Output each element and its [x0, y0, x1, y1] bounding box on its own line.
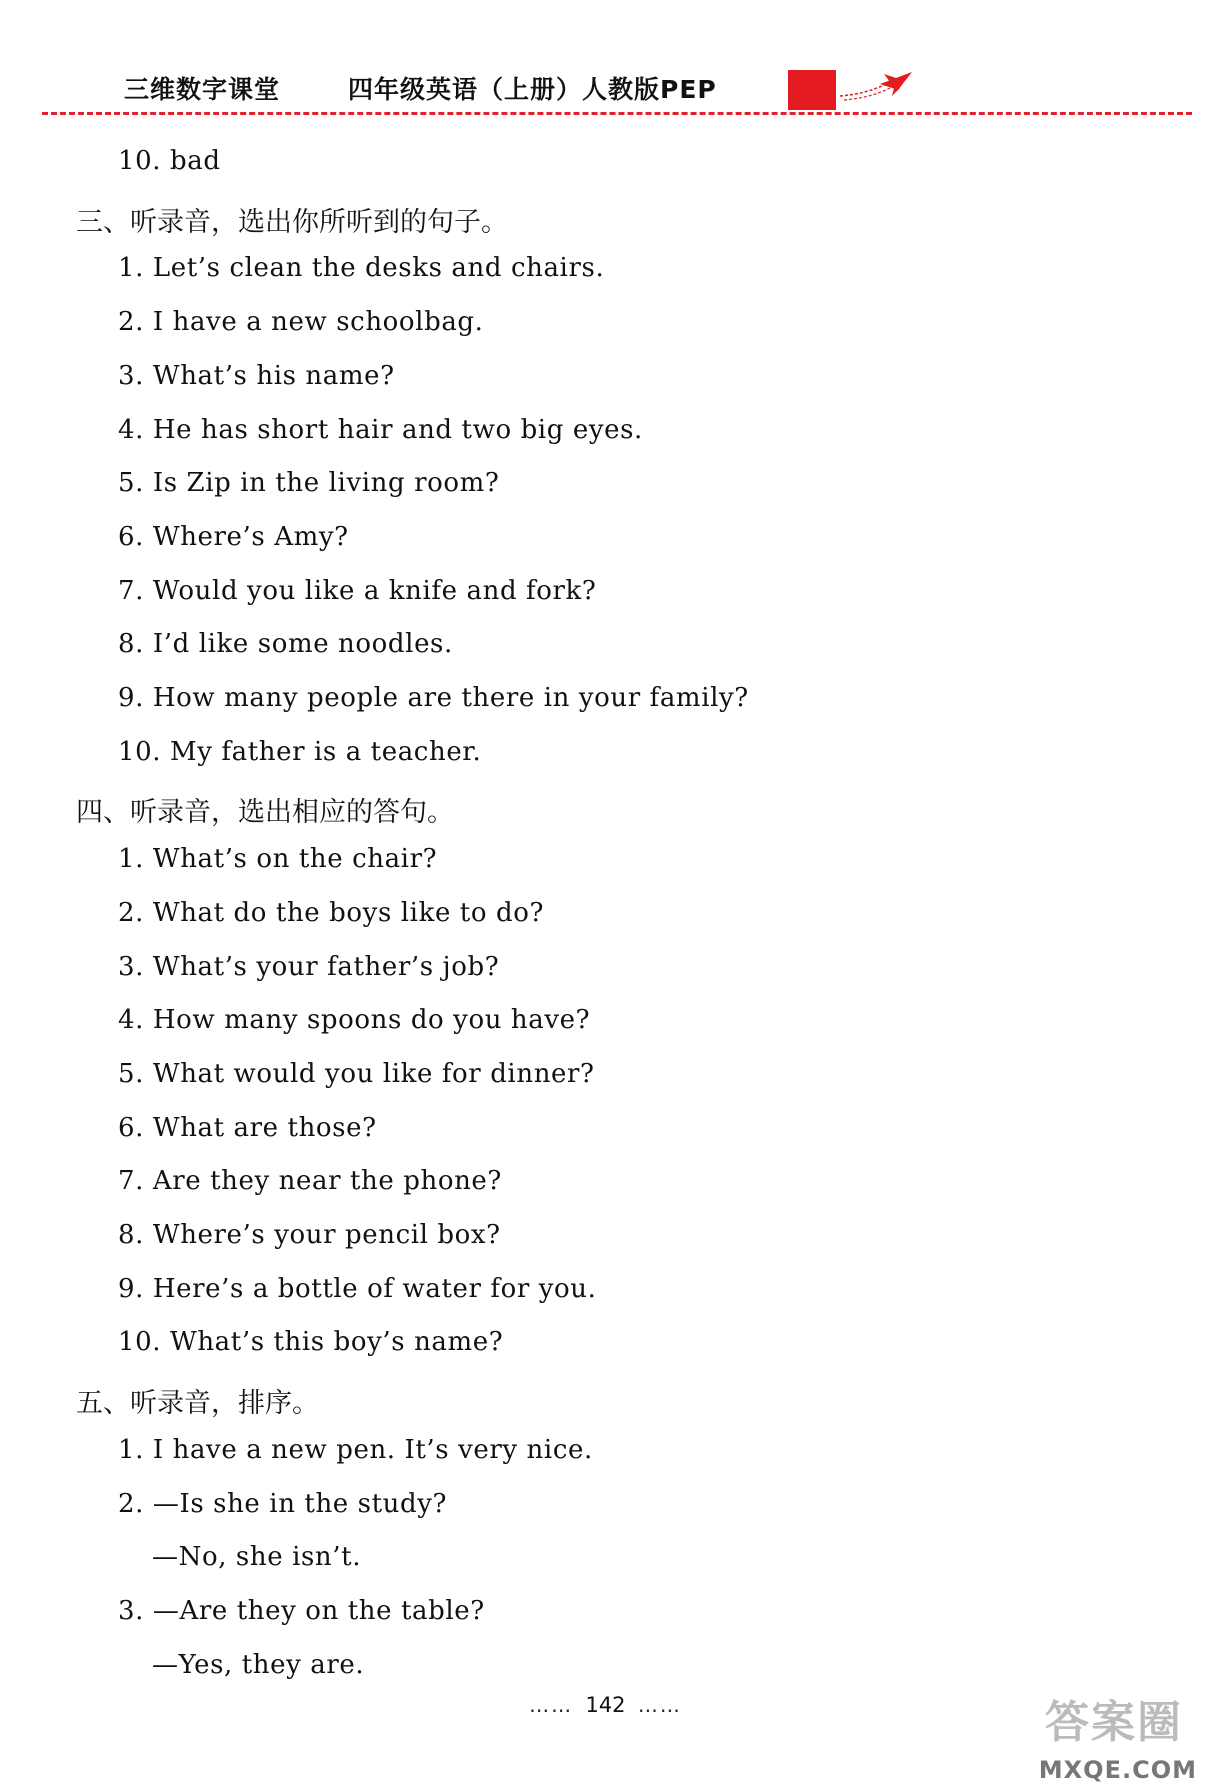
- list-item: 9. Here’s a bottle of water for you.: [118, 1273, 597, 1304]
- header-dashed-divider: [42, 112, 1192, 115]
- list-item: 2. I have a new schoolbag.: [118, 307, 484, 338]
- list-item: 1. I have a new pen. It’s very nice.: [118, 1434, 593, 1465]
- list-item: 1. Let’s clean the desks and chairs.: [118, 253, 605, 284]
- list-item: 4. How many spoons do you have?: [118, 1005, 591, 1036]
- list-item: 3. —Are they on the table?: [118, 1595, 485, 1626]
- section-heading: 五、听录音，排序。: [76, 1388, 319, 1420]
- list-item: 6. Where’s Amy?: [118, 521, 349, 552]
- list-item: 3. What’s your father’s job?: [118, 951, 500, 982]
- list-item: 5. Is Zip in the living room?: [118, 468, 500, 499]
- list-item: 7. Are they near the phone?: [118, 1166, 502, 1197]
- list-item: 2. —Is she in the study?: [118, 1488, 448, 1519]
- list-item: 8. Where’s your pencil box?: [118, 1220, 501, 1250]
- section-heading: 三、听录音，选出你所听到的句子。: [76, 206, 508, 238]
- section-heading: 四、听录音，选出相应的答句。: [76, 797, 454, 829]
- footer-dots-right: ……: [637, 1693, 682, 1717]
- list-item: 10. bad: [118, 146, 221, 176]
- header-series-title: 三维数字课堂: [124, 75, 281, 104]
- watermark-site: MXQE.COM: [1038, 1756, 1197, 1784]
- list-item: 7. Would you like a knife and fork?: [118, 575, 597, 606]
- list-item: 9. How many people are there in your family?: [118, 683, 749, 713]
- page-header: [0, 0, 1211, 120]
- list-item: 10. What’s this boy’s name?: [118, 1327, 504, 1358]
- list-item: 8. I’d like some noodles.: [118, 629, 453, 660]
- header-red-block: [788, 70, 836, 110]
- list-item: 3. What’s his name?: [118, 360, 395, 391]
- list-item: 5. What would you like for dinner?: [118, 1058, 595, 1089]
- watermark-logo-text: 答案圈: [1045, 1697, 1183, 1748]
- header-book-title: 四年级英语（上册）人教版PEP: [348, 75, 717, 104]
- page-footer: [0, 1693, 1211, 1717]
- footer-dots-left: ……: [529, 1693, 574, 1717]
- list-item: 10. My father is a teacher.: [118, 736, 482, 767]
- list-item: 1. What’s on the chair?: [118, 844, 438, 875]
- page-number: 142: [585, 1693, 626, 1717]
- rocket-icon: [836, 66, 916, 106]
- list-item: —Yes, they are.: [152, 1649, 365, 1680]
- list-item: 4. He has short hair and two big eyes.: [118, 414, 643, 445]
- list-item: 2. What do the boys like to do?: [118, 897, 544, 928]
- list-item: —No, she isn’t.: [152, 1542, 362, 1573]
- list-item: 6. What are those?: [118, 1112, 377, 1143]
